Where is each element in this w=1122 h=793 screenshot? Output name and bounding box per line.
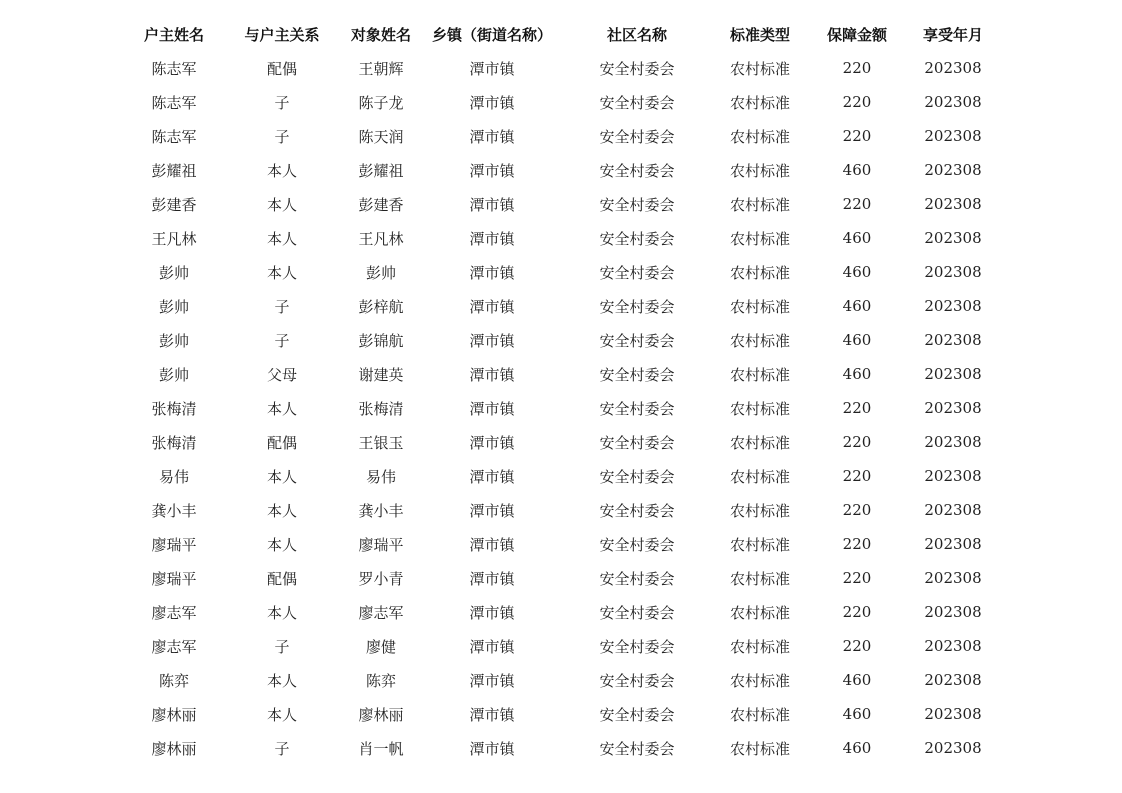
cell-township: 潭市镇: [469, 127, 515, 146]
cell-community: 安全村委会: [599, 93, 675, 112]
table-row: [120, 629, 996, 663]
cell-community: 安全村委会: [599, 127, 675, 146]
cell-householder-name: 彭帅: [158, 365, 189, 384]
cell-householder-name: 易伟: [158, 467, 189, 486]
cell-recipient-name: 廖志军: [358, 603, 404, 622]
cell-recipient-name: 彭梓航: [358, 297, 404, 316]
cell-relationship: 子: [274, 127, 290, 146]
cell-township: 潭市镇: [469, 195, 515, 214]
cell-township: 潭市镇: [469, 59, 515, 78]
cell-householder-name: 廖林丽: [151, 739, 197, 758]
cell-standard-type: 农村标准: [729, 331, 790, 350]
cell-township: 潭市镇: [469, 739, 515, 758]
header-period: 享受年月: [922, 25, 983, 44]
cell-period: 202308: [924, 331, 982, 349]
cell-amount: 460: [842, 705, 872, 723]
cell-amount: 220: [842, 467, 872, 485]
cell-relationship: 本人: [266, 467, 297, 486]
table-row: [120, 391, 996, 425]
header-township: 乡镇（街道名称）: [431, 25, 552, 44]
cell-relationship: 子: [274, 297, 290, 316]
cell-householder-name: 陈志军: [151, 93, 197, 112]
cell-community: 安全村委会: [599, 501, 675, 520]
header-amount: 保障金额: [826, 25, 887, 44]
cell-period: 202308: [924, 297, 982, 315]
cell-period: 202308: [924, 93, 982, 111]
cell-householder-name: 陈志军: [151, 59, 197, 78]
cell-community: 安全村委会: [599, 297, 675, 316]
cell-relationship: 配偶: [266, 59, 297, 78]
table-row: [120, 493, 996, 527]
cell-relationship: 本人: [266, 229, 297, 248]
cell-period: 202308: [924, 127, 982, 145]
cell-amount: 460: [842, 161, 872, 179]
cell-householder-name: 廖瑞平: [151, 535, 197, 554]
cell-standard-type: 农村标准: [729, 569, 790, 588]
cell-recipient-name: 廖林丽: [358, 705, 404, 724]
header-relationship: 与户主关系: [244, 25, 320, 44]
cell-township: 潭市镇: [469, 535, 515, 554]
cell-amount: 220: [842, 535, 872, 553]
cell-householder-name: 廖林丽: [151, 705, 197, 724]
cell-amount: 460: [842, 739, 872, 757]
cell-amount: 220: [842, 501, 872, 519]
cell-township: 潭市镇: [469, 433, 515, 452]
cell-relationship: 本人: [266, 161, 297, 180]
table-row: [120, 221, 996, 255]
cell-recipient-name: 张梅清: [358, 399, 404, 418]
cell-standard-type: 农村标准: [729, 399, 790, 418]
cell-period: 202308: [924, 263, 982, 281]
table-row: [120, 595, 996, 629]
cell-recipient-name: 谢建英: [358, 365, 404, 384]
cell-householder-name: 彭帅: [158, 263, 189, 282]
cell-recipient-name: 肖一帆: [358, 739, 404, 758]
cell-township: 潭市镇: [469, 161, 515, 180]
cell-relationship: 配偶: [266, 433, 297, 452]
cell-period: 202308: [924, 671, 982, 689]
cell-community: 安全村委会: [599, 331, 675, 350]
cell-community: 安全村委会: [599, 569, 675, 588]
table-row: [120, 85, 996, 119]
cell-standard-type: 农村标准: [729, 263, 790, 282]
cell-standard-type: 农村标准: [729, 297, 790, 316]
header-recipient-name: 对象姓名: [350, 25, 411, 44]
table-row: [120, 527, 996, 561]
cell-householder-name: 彭耀祖: [151, 161, 197, 180]
header-standard-type: 标准类型: [729, 25, 790, 44]
table-body: [120, 51, 996, 765]
cell-community: 安全村委会: [599, 467, 675, 486]
cell-recipient-name: 廖瑞平: [358, 535, 404, 554]
cell-amount: 220: [842, 569, 872, 587]
cell-period: 202308: [924, 535, 982, 553]
cell-amount: 220: [842, 603, 872, 621]
cell-recipient-name: 王朝辉: [358, 59, 404, 78]
cell-recipient-name: 陈子龙: [358, 93, 404, 112]
cell-community: 安全村委会: [599, 535, 675, 554]
table-row: [120, 255, 996, 289]
cell-amount: 460: [842, 671, 872, 689]
cell-period: 202308: [924, 705, 982, 723]
cell-recipient-name: 龚小丰: [358, 501, 404, 520]
cell-community: 安全村委会: [599, 637, 675, 656]
cell-township: 潭市镇: [469, 331, 515, 350]
beneficiary-table: [120, 17, 996, 765]
cell-recipient-name: 陈天润: [358, 127, 404, 146]
cell-township: 潭市镇: [469, 229, 515, 248]
cell-recipient-name: 彭建香: [358, 195, 404, 214]
cell-relationship: 本人: [266, 671, 297, 690]
cell-amount: 460: [842, 331, 872, 349]
table-row: [120, 459, 996, 493]
cell-township: 潭市镇: [469, 705, 515, 724]
cell-amount: 220: [842, 127, 872, 145]
cell-householder-name: 龚小丰: [151, 501, 197, 520]
cell-recipient-name: 罗小青: [358, 569, 404, 588]
cell-period: 202308: [924, 59, 982, 77]
cell-township: 潭市镇: [469, 603, 515, 622]
table-row: [120, 425, 996, 459]
cell-recipient-name: 王凡林: [358, 229, 404, 248]
cell-community: 安全村委会: [599, 603, 675, 622]
cell-relationship: 本人: [266, 603, 297, 622]
cell-relationship: 本人: [266, 535, 297, 554]
cell-relationship: 子: [274, 739, 290, 758]
cell-amount: 220: [842, 93, 872, 111]
cell-community: 安全村委会: [599, 229, 675, 248]
cell-relationship: 子: [274, 93, 290, 112]
cell-relationship: 配偶: [266, 569, 297, 588]
cell-householder-name: 陈弈: [158, 671, 189, 690]
cell-community: 安全村委会: [599, 263, 675, 282]
cell-recipient-name: 易伟: [365, 467, 396, 486]
header-row: [120, 17, 996, 51]
header-community: 社区名称: [606, 25, 667, 44]
table-row: [120, 51, 996, 85]
cell-standard-type: 农村标准: [729, 603, 790, 622]
cell-community: 安全村委会: [599, 671, 675, 690]
cell-standard-type: 农村标准: [729, 195, 790, 214]
cell-township: 潭市镇: [469, 501, 515, 520]
cell-standard-type: 农村标准: [729, 93, 790, 112]
cell-township: 潭市镇: [469, 93, 515, 112]
table-row: [120, 153, 996, 187]
table-row: [120, 357, 996, 391]
cell-amount: 460: [842, 297, 872, 315]
cell-standard-type: 农村标准: [729, 467, 790, 486]
cell-community: 安全村委会: [599, 59, 675, 78]
cell-recipient-name: 陈弈: [365, 671, 396, 690]
cell-amount: 460: [842, 229, 872, 247]
cell-standard-type: 农村标准: [729, 365, 790, 384]
cell-standard-type: 农村标准: [729, 637, 790, 656]
cell-amount: 460: [842, 365, 872, 383]
cell-period: 202308: [924, 399, 982, 417]
cell-standard-type: 农村标准: [729, 535, 790, 554]
cell-township: 潭市镇: [469, 297, 515, 316]
cell-period: 202308: [924, 467, 982, 485]
cell-householder-name: 彭帅: [158, 331, 189, 350]
cell-period: 202308: [924, 569, 982, 587]
cell-householder-name: 陈志军: [151, 127, 197, 146]
cell-relationship: 本人: [266, 195, 297, 214]
table-row: [120, 119, 996, 153]
cell-community: 安全村委会: [599, 161, 675, 180]
cell-relationship: 本人: [266, 263, 297, 282]
cell-period: 202308: [924, 161, 982, 179]
cell-township: 潭市镇: [469, 569, 515, 588]
cell-period: 202308: [924, 365, 982, 383]
cell-relationship: 父母: [266, 365, 297, 384]
cell-community: 安全村委会: [599, 705, 675, 724]
cell-township: 潭市镇: [469, 671, 515, 690]
cell-standard-type: 农村标准: [729, 433, 790, 452]
cell-standard-type: 农村标准: [729, 671, 790, 690]
table-header: [120, 17, 996, 51]
cell-community: 安全村委会: [599, 739, 675, 758]
cell-relationship: 子: [274, 331, 290, 350]
cell-period: 202308: [924, 229, 982, 247]
cell-recipient-name: 彭帅: [365, 263, 396, 282]
header-householder-name: 户主姓名: [143, 25, 204, 44]
cell-amount: 460: [842, 263, 872, 281]
cell-community: 安全村委会: [599, 195, 675, 214]
table-row: [120, 697, 996, 731]
cell-period: 202308: [924, 433, 982, 451]
cell-householder-name: 王凡林: [151, 229, 197, 248]
cell-standard-type: 农村标准: [729, 501, 790, 520]
cell-recipient-name: 彭锦航: [358, 331, 404, 350]
cell-township: 潭市镇: [469, 365, 515, 384]
cell-standard-type: 农村标准: [729, 161, 790, 180]
table-row: [120, 289, 996, 323]
cell-amount: 220: [842, 59, 872, 77]
table-row: [120, 187, 996, 221]
cell-township: 潭市镇: [469, 399, 515, 418]
cell-householder-name: 彭建香: [151, 195, 197, 214]
cell-standard-type: 农村标准: [729, 739, 790, 758]
cell-recipient-name: 王银玉: [358, 433, 404, 452]
cell-relationship: 本人: [266, 705, 297, 724]
cell-township: 潭市镇: [469, 467, 515, 486]
cell-standard-type: 农村标准: [729, 705, 790, 724]
cell-relationship: 子: [274, 637, 290, 656]
cell-householder-name: 廖瑞平: [151, 569, 197, 588]
cell-period: 202308: [924, 195, 982, 213]
cell-householder-name: 彭帅: [158, 297, 189, 316]
cell-householder-name: 张梅清: [151, 399, 197, 418]
table-row: [120, 323, 996, 357]
cell-standard-type: 农村标准: [729, 229, 790, 248]
cell-amount: 220: [842, 637, 872, 655]
cell-period: 202308: [924, 603, 982, 621]
cell-community: 安全村委会: [599, 399, 675, 418]
table-row: [120, 663, 996, 697]
cell-recipient-name: 廖健: [365, 637, 396, 656]
cell-standard-type: 农村标准: [729, 127, 790, 146]
cell-township: 潭市镇: [469, 637, 515, 656]
table-row: [120, 561, 996, 595]
cell-householder-name: 廖志军: [151, 637, 197, 656]
table-row: [120, 731, 996, 765]
cell-period: 202308: [924, 739, 982, 757]
cell-householder-name: 廖志军: [151, 603, 197, 622]
cell-amount: 220: [842, 399, 872, 417]
cell-amount: 220: [842, 195, 872, 213]
cell-period: 202308: [924, 637, 982, 655]
cell-relationship: 本人: [266, 399, 297, 418]
cell-period: 202308: [924, 501, 982, 519]
cell-standard-type: 农村标准: [729, 59, 790, 78]
cell-community: 安全村委会: [599, 365, 675, 384]
cell-relationship: 本人: [266, 501, 297, 520]
cell-amount: 220: [842, 433, 872, 451]
cell-householder-name: 张梅清: [151, 433, 197, 452]
cell-community: 安全村委会: [599, 433, 675, 452]
cell-township: 潭市镇: [469, 263, 515, 282]
cell-recipient-name: 彭耀祖: [358, 161, 404, 180]
